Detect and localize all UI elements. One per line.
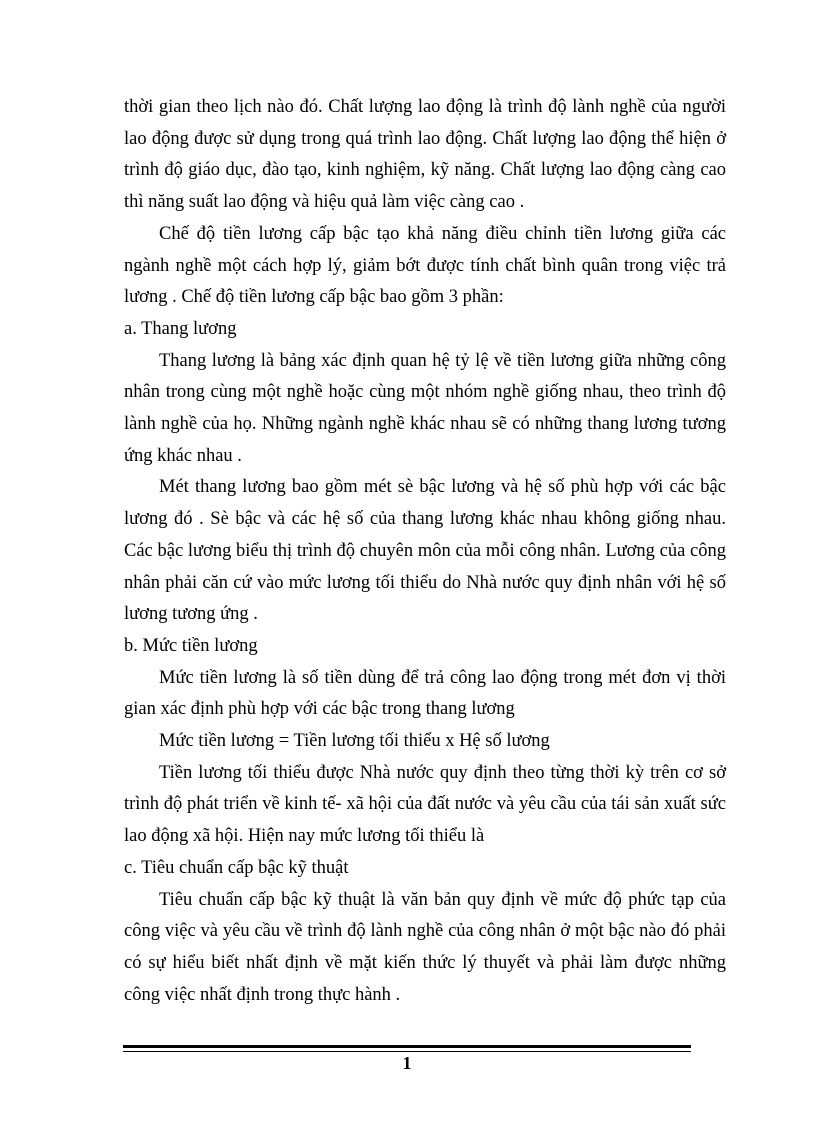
paragraph-wage-regime: Chế độ tiền lương cấp bậc tạo khả năng điều chỉnh tiền lương giữa các ngành nghề một cách hợp lý, giảm bớt được tính chất bình quân trong việc trả lương . Chế độ tiền lương cấp bậc bao gồm 3 phần: [124, 223, 726, 308]
paragraph-labor-quality: thời gian theo lịch nào đó. Chất lượng lao động là trình độ lành nghề của người lao động được sử dụng trong quá trình lao động. Chất lượng lao động thể hiện ở trình độ giáo dục, đào tạo, kinh nghiệm, kỹ năng. Chất lượng lao động càng cao thì năng suất lao động và hiệu quả làm việc càng cao . [124, 97, 726, 213]
paragraph-technical-standard: Tiêu chuẩn cấp bậc kỹ thuật là văn bản quy định về mức độ phức tạp của công việc và yêu cầu về trình độ lành nghề của công nhân ở một bậc nào đó phải có sự hiểu biết nhất định về mặt kiến thức lý thuyết và phải làm được những công việc nhất định trong thực hành . [124, 889, 726, 1005]
section-heading-b: b. Mức tiền lương [124, 635, 258, 656]
paragraph-wage-scale: Thang lương là bảng xác định quan hệ tỷ lệ về tiền lương giữa những công nhân trong cùng một nghề hoặc cùng một nhóm nghề giống nhau, theo trình độ lành nghề của họ. Những ngành nghề khác nhau sẽ có những thang lương tương ứng khác nhau . [124, 350, 726, 466]
paragraph-wage-level: Mức tiền lương là số tiền dùng để trả công lao động trong mét đơn vị thời gian xác định phù hợp với các bậc trong thang lương [124, 667, 726, 720]
wage-formula: Mức tiền lương = Tiền lương tối thiểu x Hệ số lương [159, 731, 550, 752]
footer-divider-thick [123, 1045, 691, 1048]
section-heading-c: c. Tiêu chuẩn cấp bậc kỹ thuật [124, 857, 349, 878]
paragraph-wage-grades: Mét thang lương bao gồm mét sè bậc lương và hệ số phù hợp với các bậc lương đó . Sè bậc và các hệ số của thang lương khác nhau không giống nhau. Các bậc lương biểu thị trình độ chuyên môn của mỗi công nhân. Lương của công nhân phải căn cứ vào mức lương tối thiểu do Nhà nước quy định nhân với hệ số lương tương ứng . [124, 477, 726, 625]
body-text [124, 92, 726, 1011]
paragraph-minimum-wage: Tiền lương tối thiểu được Nhà nước quy định theo từng thời kỳ trên cơ sở trình độ phát triển về kinh tế- xã hội của đất nước và yêu cầu của tái sản xuất sức lao động xã hội. Hiện nay mức lương tối thiểu là [124, 762, 726, 847]
section-heading-a: a. Thang lương [124, 318, 237, 339]
page-number: 1 [402, 1053, 412, 1073]
footer-divider-thin [123, 1051, 691, 1052]
